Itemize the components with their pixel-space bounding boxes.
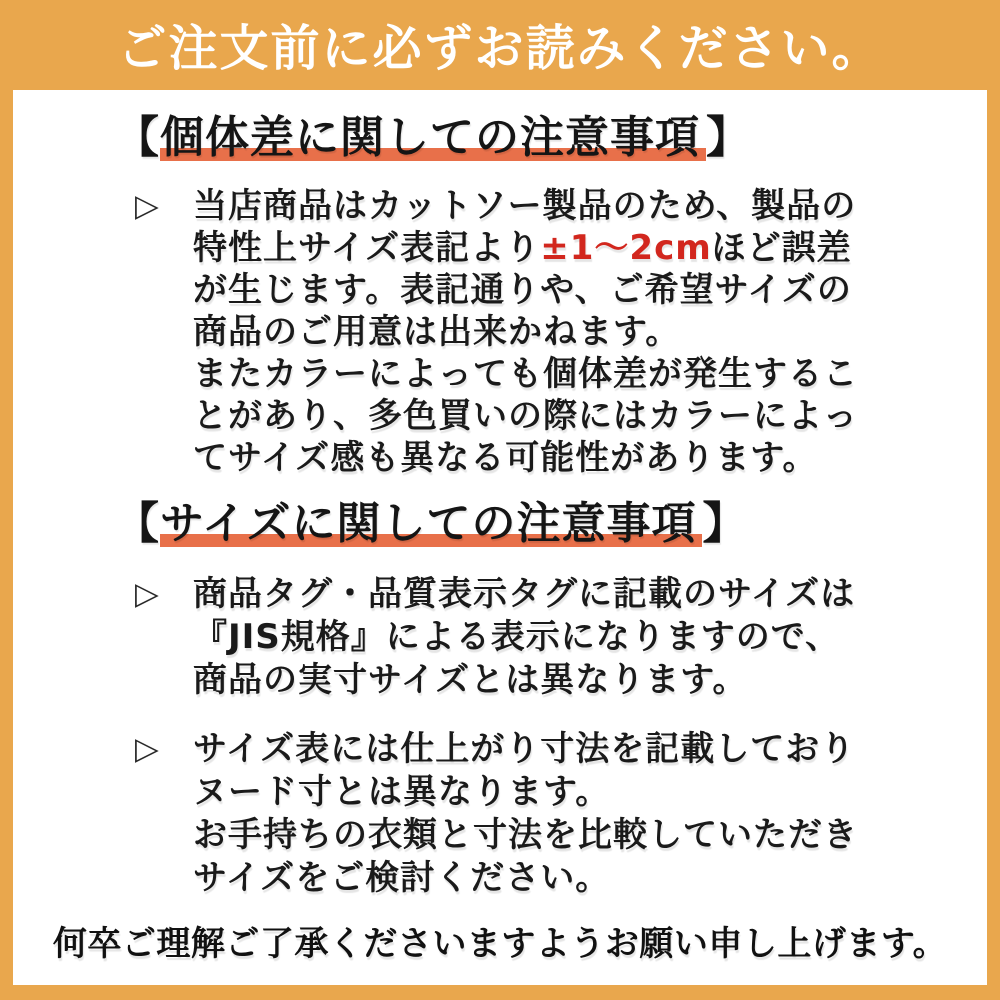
text-line: 『JIS規格』による表示になりますので、 — [193, 617, 841, 657]
section-heading-individual-differences — [115, 112, 751, 164]
heading-bracket-close: 】 — [706, 112, 751, 163]
text-line — [193, 227, 858, 269]
text-line: またカラーによっても個体差が発生するこ — [193, 354, 858, 394]
text-line: 商品タグ・品質表示タグに記載のサイズは — [193, 574, 856, 614]
heading-bracket-open: 【 — [115, 498, 160, 549]
heading-underlined-label: 個体差に関しての注意事項 — [160, 112, 706, 163]
footer-plea-text: 何卒ご理解ご了承くださいますようお願い申し上げます。 — [52, 924, 948, 964]
text-line: ヌード寸とは異なります。 — [193, 772, 611, 812]
triangle-bullet-icon: ▷ — [135, 731, 159, 767]
text-line: 商品のご用意は出来かねます。 — [193, 312, 681, 352]
text-line: とがあり、多色買いの際にはカラーによっ — [193, 396, 858, 436]
triangle-bullet-icon: ▷ — [135, 188, 159, 224]
text-line: 商品の実寸サイズとは異なります。 — [193, 660, 748, 700]
heading-bracket-close: 】 — [702, 498, 748, 549]
top-banner-text: ご注文前に必ずお読みください。 — [117, 20, 883, 77]
text-segment: 特性上サイズ表記より — [193, 228, 541, 268]
bullet-individual-differences — [135, 185, 858, 479]
bullet-jis-standard — [135, 573, 855, 702]
text-line: お手持ちの衣類と寸法を比較していただき — [193, 815, 858, 855]
notice-body — [13, 90, 987, 985]
text-segment: ほど誤差 — [711, 228, 852, 268]
text-line: 当店商品はカットソー製品のため、製品の — [193, 186, 857, 226]
heading-underlined-label: サイズに関しての注意事項 — [160, 498, 702, 549]
size-tolerance-highlight: ±1〜2cm — [540, 228, 712, 268]
bullet-text-jis-standard — [193, 573, 855, 702]
text-line: サイズをご検討ください。 — [193, 858, 611, 898]
heading-bracket-open: 【 — [115, 112, 160, 163]
top-banner — [0, 0, 1000, 90]
text-line: てサイズ感も異なる可能性があります。 — [193, 438, 818, 478]
bullet-finished-measurements — [135, 728, 858, 900]
bullet-text-finished-measurements — [193, 728, 858, 900]
text-line: が生じます。表記通りや、ご希望サイズの — [193, 270, 852, 310]
section-heading-size-notes — [115, 498, 747, 550]
triangle-bullet-icon: ▷ — [135, 576, 159, 612]
bullet-text-individual-differences — [193, 185, 858, 479]
text-line: サイズ表には仕上がり寸法を記載しており — [193, 729, 856, 769]
